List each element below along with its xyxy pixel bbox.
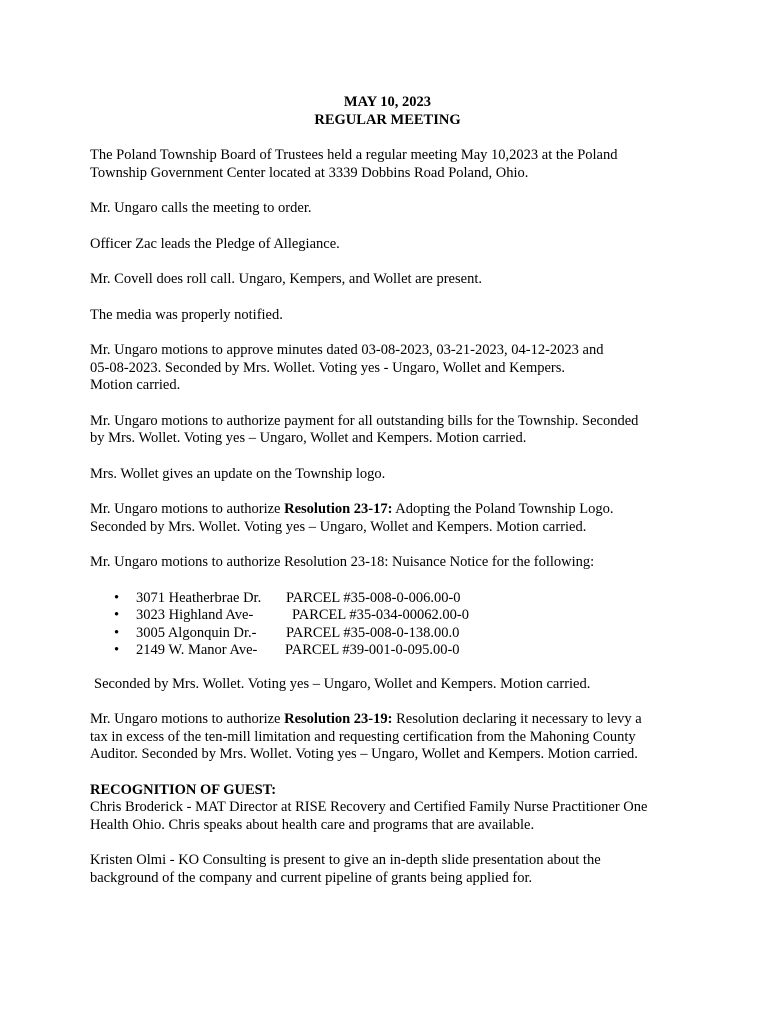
intro-line-1: The Poland Township Board of Trustees held a regular meeting May 10,2023 at the Poland: [90, 147, 618, 163]
parcel-address: 3005 Algonquin Dr.-: [136, 624, 257, 641]
resolution-23-18-second-paragraph: Seconded by Mrs. Wollet. Voting yes – Ungaro, Wollet and Kempers. Motion carried.: [94, 675, 591, 692]
res17-line-2: Seconded by Mrs. Wollet. Voting yes – Ungaro, Wollet and Kempers. Motion carried.: [90, 518, 587, 535]
bullet-icon: •: [114, 607, 120, 623]
logo-update-paragraph: Mrs. Wollet gives an update on the Township logo.: [90, 465, 386, 482]
parcel-address: 3071 Heatherbrae Dr.: [136, 589, 262, 606]
resolution-23-19-paragraph: [90, 711, 685, 764]
bullet-icon: •: [114, 624, 120, 641]
res19-line-3: Auditor. Seconded by Mrs. Wollet. Voting yes – Ungaro, Wollet and Kempers. Motion carried.: [90, 746, 638, 762]
intro-paragraph: [90, 147, 685, 182]
bullet-icon: •: [114, 642, 120, 658]
document-title: [90, 93, 685, 129]
recognition-of-guest-section: [90, 782, 685, 835]
res19-line-1: [90, 711, 685, 729]
guest-heading: RECOGNITION OF GUEST:: [90, 781, 277, 798]
res19-pre: Mr. Ungaro motions to authorize: [90, 711, 285, 727]
list-item: [90, 642, 685, 660]
bills-line-2: by Mrs. Wollet. Voting yes – Ungaro, Wollet and Kempers. Motion carried.: [90, 430, 527, 446]
list-item: [90, 590, 685, 608]
meeting-type: REGULAR MEETING: [314, 112, 461, 128]
res19-line-2: tax in excess of the ten-mill limitation and requesting certification from the Mahoning County: [90, 728, 636, 745]
parcel-number: PARCEL #35-034-00062.00-0: [292, 607, 469, 623]
pledge-paragraph: Officer Zac leads the Pledge of Allegiance.: [90, 235, 340, 252]
list-item: [90, 607, 685, 625]
minutes-paragraph: [90, 342, 685, 395]
intro-line-2: Township Government Center located at 3339 Dobbins Road Poland, Ohio.: [90, 164, 529, 181]
minutes-line-2: 05-08-2023. Seconded by Mrs. Wollet. Voting yes - Ungaro, Wollet and Kempers.: [90, 359, 566, 376]
res17-line-1: [90, 501, 685, 519]
guest-2-line-1: Kristen Olmi - KO Consulting is present to give an in-depth slide presentation about the: [90, 852, 601, 868]
call-to-order-paragraph: Mr. Ungaro calls the meeting to order.: [90, 200, 312, 216]
parcel-number: PARCEL #35-008-0-138.00.0: [286, 624, 460, 641]
bills-line-1: Mr. Ungaro motions to authorize payment for all outstanding bills for the Township. Seconded: [90, 412, 639, 429]
res19-label: Resolution 23-19:: [284, 711, 393, 727]
guest-2-paragraph: [90, 852, 685, 887]
parcel-address: 3023 Highland Ave-: [136, 607, 254, 623]
parcel-address: 2149 W. Manor Ave-: [136, 642, 258, 658]
res17-post: Adopting the Poland Township Logo.: [392, 501, 614, 517]
guest-1-line-2: Health Ohio. Chris speaks about health care and programs that are available.: [90, 816, 535, 833]
list-item: [90, 625, 685, 643]
res17-pre: Mr. Ungaro motions to authorize: [90, 501, 285, 517]
guest-1-line-1: Chris Broderick - MAT Director at RISE Recovery and Certified Family Nurse Practitioner One: [90, 799, 648, 815]
parcel-number: PARCEL #39-001-0-095.00-0: [285, 642, 460, 658]
minutes-line-3: Motion carried.: [90, 377, 181, 393]
resolution-23-17-paragraph: [90, 501, 685, 536]
res19-post: Resolution declaring it necessary to levy a: [392, 711, 642, 727]
res17-label: Resolution 23-17:: [284, 501, 393, 517]
roll-call-paragraph: Mr. Covell does roll call. Ungaro, Kempers, and Wollet are present.: [90, 271, 482, 287]
meeting-date: MAY 10, 2023: [343, 94, 432, 110]
bullet-icon: •: [114, 589, 120, 606]
guest-2-line-2: background of the company and current pipeline of grants being applied for.: [90, 869, 533, 886]
resolution-23-18-paragraph: Mr. Ungaro motions to authorize Resolution 23-18: Nuisance Notice for the following:: [90, 554, 595, 570]
bills-paragraph: [90, 413, 685, 448]
parcel-list: [90, 590, 685, 660]
minutes-body: [90, 93, 685, 905]
media-paragraph: The media was properly notified.: [90, 306, 283, 323]
parcel-number: PARCEL #35-008-0-006.00-0: [286, 589, 461, 606]
minutes-line-1: Mr. Ungaro motions to approve minutes dated 03-08-2023, 03-21-2023, 04-12-2023 and: [90, 342, 604, 358]
